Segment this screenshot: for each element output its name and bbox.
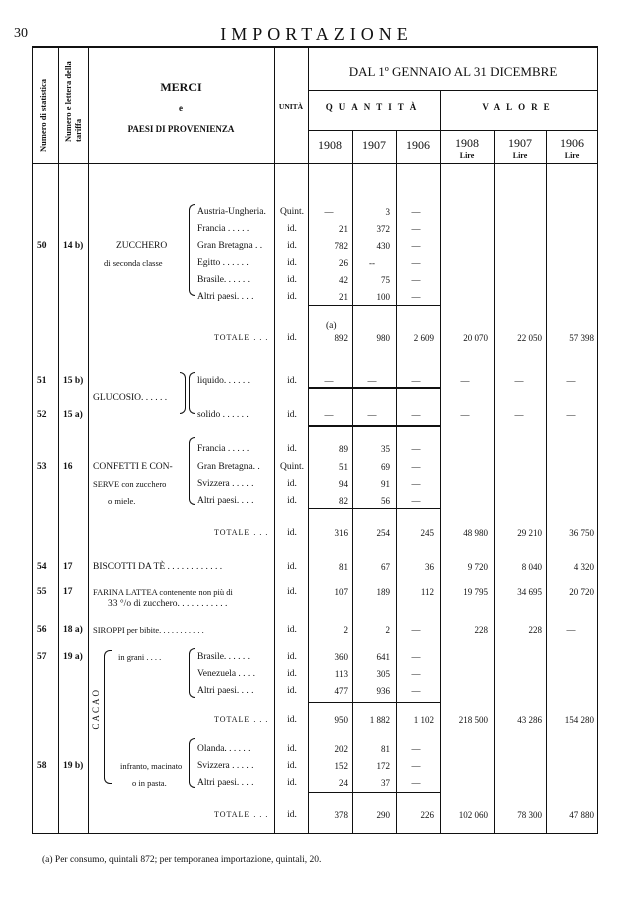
unit-cell: id. bbox=[287, 744, 297, 754]
origin-country: Brasile. . . . . . bbox=[197, 275, 251, 285]
year-v1907: 1907 bbox=[508, 136, 532, 150]
origin-country: Francia . . . . . bbox=[197, 224, 250, 234]
cell-q1906: — bbox=[411, 376, 421, 386]
cell-q1906: — bbox=[411, 410, 421, 420]
divider-v1906 bbox=[546, 130, 547, 833]
cell-q1908: 107 bbox=[334, 587, 348, 597]
stat-number: 57 bbox=[37, 652, 47, 662]
cell-q1908: 950 bbox=[334, 715, 348, 725]
cell-q1906: — bbox=[411, 625, 421, 635]
item-name: o in pasta. bbox=[132, 778, 167, 788]
cell-q1906: 226 bbox=[420, 810, 434, 820]
origin-country: Austria-Ungheria. bbox=[197, 207, 266, 217]
item-name: di seconda classe bbox=[104, 258, 163, 268]
note-marker: (a) bbox=[326, 321, 337, 331]
brace-cacao-infranto bbox=[189, 738, 195, 788]
origin-country: Altri paesi. . . . bbox=[197, 778, 254, 788]
cell-q1907: 3 bbox=[385, 207, 390, 217]
divider-unit bbox=[308, 48, 309, 833]
cell-v1906: — bbox=[566, 376, 576, 386]
unit-cell: id. bbox=[287, 376, 297, 386]
top-rule bbox=[32, 46, 598, 48]
cell-q1906: — bbox=[411, 241, 421, 251]
origin-country: Francia . . . . . bbox=[197, 444, 250, 454]
total-label: TOTALE . . . bbox=[214, 333, 269, 342]
year-v1908: 1908 bbox=[455, 136, 479, 150]
cell-q1907: 430 bbox=[376, 241, 390, 251]
divider-q1907 bbox=[352, 130, 353, 833]
cell-q1908: — bbox=[324, 410, 334, 420]
item-name: ZUCCHERO bbox=[116, 241, 168, 251]
cell-v1907: 8 040 bbox=[521, 562, 542, 572]
cell-q1906: — bbox=[411, 258, 421, 268]
cell-v1907: 29 210 bbox=[517, 528, 542, 538]
cell-q1908: 477 bbox=[334, 686, 348, 696]
origin-country: Brasile. . . . . . bbox=[197, 652, 251, 662]
unit-cell: id. bbox=[287, 292, 297, 302]
item-name: BISCOTTI DA TÈ . . . . . . . . . . . . bbox=[93, 562, 223, 572]
brace-glucosio-right bbox=[180, 372, 186, 414]
divider-v1907 bbox=[494, 130, 495, 833]
header-period: DAL 1º GENNAIO AL 31 DICEMBRE bbox=[348, 64, 558, 79]
brace-cacao bbox=[104, 650, 112, 784]
item-name: CONFETTI E CON- bbox=[93, 462, 173, 472]
cell-q1907: 254 bbox=[376, 528, 390, 538]
unit-cell: id. bbox=[287, 258, 297, 268]
lire-v1908: Lire bbox=[459, 151, 475, 160]
divider-merci bbox=[274, 48, 275, 833]
cell-q1906: — bbox=[411, 224, 421, 234]
cell-v1906: 47 880 bbox=[569, 810, 594, 820]
cell-v1907: 43 286 bbox=[517, 715, 542, 725]
year-q1908: 1908 bbox=[318, 138, 342, 152]
cell-q1906: — bbox=[411, 744, 421, 754]
cell-v1907: — bbox=[514, 376, 524, 386]
cell-q1906: — bbox=[411, 652, 421, 662]
cell-q1907: 100 bbox=[376, 292, 390, 302]
brace-cacao-grani bbox=[189, 648, 195, 698]
cell-q1908: 113 bbox=[334, 669, 348, 679]
origin-country: Altri paesi. . . . bbox=[197, 686, 254, 696]
cell-q1906: — bbox=[411, 761, 421, 771]
unit-cell: id. bbox=[287, 587, 297, 597]
cell-q1908: 81 bbox=[339, 562, 348, 572]
cell-q1908: 21 bbox=[339, 292, 348, 302]
unit-cell: id. bbox=[287, 562, 297, 572]
header-merci: MERCI bbox=[160, 80, 202, 94]
item-name: FARINA LATTEA contenente non più di bbox=[93, 587, 233, 597]
cell-v1907: 34 695 bbox=[517, 587, 542, 597]
cell-q1906: — bbox=[411, 207, 421, 217]
tariff-number: 17 bbox=[63, 587, 73, 597]
cell-v1907: 228 bbox=[528, 625, 542, 635]
sep-glucosio bbox=[308, 387, 440, 389]
origin-country: solido . . . . . . bbox=[197, 410, 249, 420]
stat-number: 56 bbox=[37, 625, 47, 635]
year-v1906: 1906 bbox=[560, 136, 584, 150]
cell-q1906: — bbox=[411, 275, 421, 285]
cell-q1908: 152 bbox=[334, 761, 348, 771]
cell-q1908: — bbox=[324, 207, 334, 217]
origin-country: Svizzera . . . . . bbox=[197, 479, 254, 489]
unit-cell: id. bbox=[287, 810, 297, 820]
tariff-number: 19 b) bbox=[63, 761, 84, 771]
divider-q1906 bbox=[396, 130, 397, 833]
cell-q1908: 21 bbox=[339, 224, 348, 234]
cell-q1908: 26 bbox=[339, 258, 348, 268]
unit-cell: id. bbox=[287, 652, 297, 662]
cell-v1907: 22 050 bbox=[517, 333, 542, 343]
item-name-cont: 33 °/o di zucchero. . . . . . . . . . . bbox=[108, 599, 228, 609]
cell-v1908: 218 500 bbox=[458, 715, 488, 725]
unit-cell: id. bbox=[287, 625, 297, 635]
cell-v1906: 154 280 bbox=[564, 715, 594, 725]
cell-q1907: 69 bbox=[381, 462, 390, 472]
origin-country: Venezuela . . . . bbox=[197, 669, 256, 679]
period-rule bbox=[308, 90, 598, 91]
unit-cell: id. bbox=[287, 224, 297, 234]
cell-q1907: -- bbox=[369, 258, 375, 268]
cell-q1906: 245 bbox=[420, 528, 434, 538]
cell-v1906: — bbox=[566, 625, 576, 635]
item-name: SIROPPI per bibite. . . . . . . . . . . bbox=[93, 625, 204, 635]
lire-v1907: Lire bbox=[512, 151, 528, 160]
frame-left bbox=[32, 48, 33, 833]
header-paesi: PAESI DI PROVENIENZA bbox=[127, 124, 235, 134]
stat-number: 52 bbox=[37, 410, 47, 420]
cell-q1908: 316 bbox=[334, 528, 348, 538]
cell-q1907: 936 bbox=[376, 686, 390, 696]
tariff-number: 17 bbox=[63, 562, 73, 572]
cell-q1907: — bbox=[367, 376, 377, 386]
cell-q1908: 89 bbox=[339, 444, 348, 454]
cell-q1908: 94 bbox=[339, 479, 348, 489]
header-tariff: Numero e lettera della tariffa bbox=[63, 61, 83, 142]
origin-country: Egitto . . . . . . bbox=[197, 258, 249, 268]
cell-q1907: 641 bbox=[376, 652, 390, 662]
cell-v1908: 102 060 bbox=[458, 810, 488, 820]
cell-v1906: 57 398 bbox=[569, 333, 594, 343]
header-quantita: QUANTITÀ bbox=[325, 102, 423, 112]
tariff-number: 16 bbox=[63, 462, 73, 472]
origin-country: Gran Bretagna . . bbox=[197, 241, 263, 251]
cell-q1908: 82 bbox=[339, 496, 348, 506]
frame-right bbox=[597, 48, 598, 833]
cell-q1907: 305 bbox=[376, 669, 390, 679]
unit-cell: id. bbox=[287, 241, 297, 251]
lire-v1906: Lire bbox=[564, 151, 580, 160]
origin-country: Svizzera . . . . . bbox=[197, 761, 254, 771]
item-name: SERVE con zucchero bbox=[93, 479, 167, 489]
header-stat: Numero di statistica bbox=[38, 78, 48, 152]
cell-q1907: 81 bbox=[381, 744, 390, 754]
cell-q1907: 189 bbox=[376, 587, 390, 597]
cell-q1907: — bbox=[367, 410, 377, 420]
unit-cell: id. bbox=[287, 333, 297, 343]
item-name: in grani . . . . bbox=[118, 652, 162, 662]
cell-q1908: 202 bbox=[334, 744, 348, 754]
unit-cell: id. bbox=[287, 778, 297, 788]
stat-number: 51 bbox=[37, 376, 47, 386]
origin-country: liquido. . . . . . bbox=[197, 376, 251, 386]
cell-v1906: 20 720 bbox=[569, 587, 594, 597]
cell-q1908: — bbox=[324, 376, 334, 386]
cell-q1907: 35 bbox=[381, 444, 390, 454]
cell-q1908: 51 bbox=[339, 462, 348, 472]
divider-stat bbox=[58, 48, 59, 833]
stat-number: 50 bbox=[37, 241, 47, 251]
cell-q1908: 782 bbox=[334, 241, 348, 251]
cell-v1908: 9 720 bbox=[467, 562, 488, 572]
origin-country: Altri paesi. . . . bbox=[197, 292, 254, 302]
sep-glucosio-2 bbox=[308, 425, 440, 427]
divider-tariff bbox=[88, 48, 89, 833]
unit-cell: id. bbox=[287, 761, 297, 771]
cell-q1906: — bbox=[411, 669, 421, 679]
cell-q1907: 37 bbox=[381, 778, 390, 788]
origin-country: Altri paesi. . . . bbox=[197, 496, 254, 506]
cell-v1908: — bbox=[460, 410, 470, 420]
cell-v1908: 19 795 bbox=[463, 587, 488, 597]
tariff-number: 15 a) bbox=[63, 410, 83, 420]
cell-v1906: 36 750 bbox=[569, 528, 594, 538]
cell-q1906: — bbox=[411, 686, 421, 696]
cell-v1908: — bbox=[460, 376, 470, 386]
cell-v1908: 48 980 bbox=[463, 528, 488, 538]
brace-zucchero bbox=[189, 204, 195, 296]
cell-q1906: — bbox=[411, 778, 421, 788]
cell-v1907: — bbox=[514, 410, 524, 420]
tariff-number: 15 b) bbox=[63, 376, 84, 386]
unit-cell: Quint. bbox=[279, 462, 304, 472]
unit-cell: id. bbox=[287, 410, 297, 420]
cell-q1908: 2 bbox=[343, 625, 348, 635]
header-bottom-rule bbox=[32, 163, 598, 164]
item-name: GLUCOSIO. . . . . . bbox=[93, 393, 168, 403]
unit-cell: id. bbox=[287, 715, 297, 725]
unit-cell: id. bbox=[287, 528, 297, 538]
brace-confetti bbox=[189, 437, 195, 505]
cell-q1907: 372 bbox=[376, 224, 390, 234]
unit-cell: id. bbox=[287, 275, 297, 285]
unit-cell: id. bbox=[287, 496, 297, 506]
bottom-rule bbox=[32, 833, 598, 834]
stat-number: 58 bbox=[37, 761, 47, 771]
cell-q1908: 892 bbox=[334, 333, 348, 343]
cell-q1906: 2 609 bbox=[413, 333, 434, 343]
sep-zucchero bbox=[308, 305, 440, 306]
years-rule bbox=[308, 130, 598, 131]
unit-cell: id. bbox=[287, 669, 297, 679]
stat-number: 53 bbox=[37, 462, 47, 472]
cell-q1906: 36 bbox=[425, 562, 434, 572]
total-label: TOTALE . . . bbox=[214, 528, 269, 537]
cell-q1907: 56 bbox=[381, 496, 390, 506]
header-valore: VALORE bbox=[482, 102, 556, 112]
cell-q1907: 2 bbox=[385, 625, 390, 635]
stat-number: 54 bbox=[37, 562, 47, 572]
cell-q1907: 67 bbox=[381, 562, 390, 572]
cacao-label: CACAO bbox=[91, 688, 101, 730]
year-q1906: 1906 bbox=[406, 138, 430, 152]
sep-confetti bbox=[308, 508, 440, 509]
brace-glucosio bbox=[189, 372, 195, 414]
stat-number: 55 bbox=[37, 587, 47, 597]
footnote: (a) Per consumo, quintali 872; per temporanea importazione, quintali, 20. bbox=[42, 855, 322, 865]
header-and: e bbox=[179, 103, 183, 113]
total-label: TOTALE . . . bbox=[214, 810, 269, 819]
sep-cacao-b bbox=[308, 792, 440, 793]
cell-q1906: — bbox=[411, 462, 421, 472]
cell-q1907: 980 bbox=[376, 333, 390, 343]
cell-q1906: 112 bbox=[420, 587, 434, 597]
tariff-number: 18 a) bbox=[63, 625, 83, 635]
cell-q1906: — bbox=[411, 496, 421, 506]
cell-q1907: 172 bbox=[376, 761, 390, 771]
cell-q1907: 290 bbox=[376, 810, 390, 820]
cell-q1907: 1 882 bbox=[369, 715, 390, 725]
unit-cell: id. bbox=[287, 686, 297, 696]
sep-cacao-a bbox=[308, 702, 440, 703]
item-name: o miele. bbox=[108, 496, 136, 506]
cell-v1907: 78 300 bbox=[517, 810, 542, 820]
cell-q1906: — bbox=[411, 479, 421, 489]
cell-q1907: 75 bbox=[381, 275, 390, 285]
year-q1907: 1907 bbox=[362, 138, 386, 152]
tariff-number: 19 a) bbox=[63, 652, 83, 662]
cell-q1908: 360 bbox=[334, 652, 348, 662]
cell-v1908: 228 bbox=[474, 625, 488, 635]
cell-q1907: 91 bbox=[381, 479, 390, 489]
cell-q1906: — bbox=[411, 444, 421, 454]
cell-v1908: 20 070 bbox=[463, 333, 488, 343]
cell-q1906: 1 102 bbox=[413, 715, 434, 725]
unit-cell: Quint. bbox=[279, 207, 304, 217]
cell-q1908: 24 bbox=[339, 778, 348, 788]
page-title: IMPORTAZIONE bbox=[220, 24, 413, 44]
origin-country: Gran Bretagna. . bbox=[197, 462, 260, 472]
cell-v1906: 4 320 bbox=[573, 562, 594, 572]
origin-country: Olanda. . . . . . bbox=[197, 744, 251, 754]
divider-valore bbox=[440, 90, 441, 833]
cell-q1908: 378 bbox=[334, 810, 348, 820]
header-unit: UNITÀ bbox=[278, 102, 304, 111]
unit-cell: id. bbox=[287, 479, 297, 489]
item-name: infranto, macinato bbox=[120, 761, 183, 771]
total-label: TOTALE . . . bbox=[214, 715, 269, 724]
cell-v1906: — bbox=[566, 410, 576, 420]
cell-q1906: — bbox=[411, 292, 421, 302]
unit-cell: id. bbox=[287, 444, 297, 454]
cell-q1908: 42 bbox=[339, 275, 348, 285]
tariff-number: 14 b) bbox=[63, 241, 84, 251]
page-number: 30 bbox=[14, 26, 28, 41]
